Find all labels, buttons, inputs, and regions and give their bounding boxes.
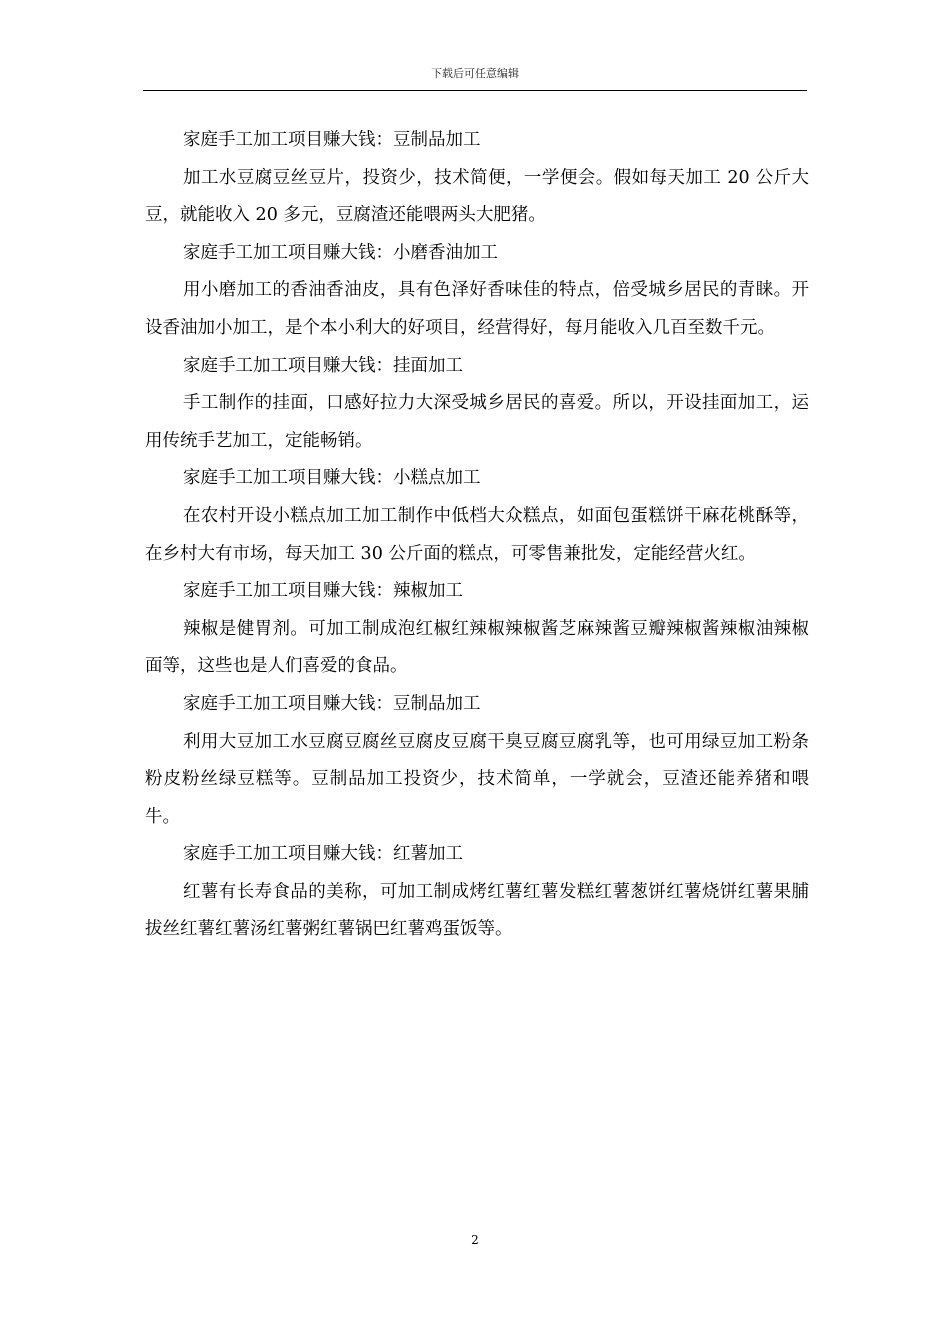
section-heading: 家庭手工加工项目赚大钱：红薯加工: [183, 844, 463, 865]
page-header: 下载后可任意编辑: [431, 67, 519, 80]
section-paragraph: 加工水豆腐豆丝豆片，投资少，技术简便，一学便会。假如每天加工 20 公斤大豆，就能收入 20 多元，豆腐渣还能喂两头大肥猪。: [145, 167, 809, 226]
section-paragraph: 辣椒是健胃剂。可加工制成泡红椒红辣椒辣椒酱芝麻辣酱豆瓣辣椒酱辣椒油辣椒面等，这些也是人们喜爱的食品。: [145, 618, 809, 677]
section-la-jiao: [145, 573, 809, 686]
section-heading: 家庭手工加工项目赚大钱：小磨香油加工: [183, 242, 498, 263]
section-dou-zhi-pin-1: [145, 122, 809, 235]
section-heading: 家庭手工加工项目赚大钱：豆制品加工: [183, 130, 481, 150]
document-body: [145, 122, 809, 949]
section-heading: 家庭手工加工项目赚大钱：辣椒加工: [183, 581, 463, 602]
section-dou-zhi-pin-2: [145, 686, 809, 836]
page-number: 2: [471, 1233, 479, 1247]
header-divider: [143, 90, 807, 91]
section-gua-mian: [145, 348, 809, 461]
section-paragraph: 在农村开设小糕点加工加工制作中低档大众糕点，如面包蛋糕饼干麻花桃酥等，在乡村大有市场，每天加工 30 公斤面的糕点，可零售兼批发，定能经营火红。: [145, 505, 809, 564]
section-paragraph: 手工制作的挂面，口感好拉力大深受城乡居民的喜爱。所以，开设挂面加工，运用传统手艺加工，定能畅销。: [145, 393, 809, 451]
section-paragraph: 利用大豆加工水豆腐豆腐丝豆腐皮豆腐干臭豆腐豆腐乳等，也可用绿豆加工粉条粉皮粉丝绿豆糕等。豆制品加工投资少，技术简单，一学就会，豆渣还能养猪和喂牛。: [145, 731, 809, 827]
section-paragraph: 红薯有长寿食品的美称，可加工制成烤红薯红薯发糕红薯葱饼红薯烧饼红薯果脯拔丝红薯红薯汤红薯粥红薯锅巴红薯鸡蛋饭等。: [145, 881, 809, 940]
section-heading: 家庭手工加工项目赚大钱：小糕点加工: [183, 468, 481, 489]
section-gao-dian: [145, 460, 809, 573]
section-paragraph: 用小磨加工的香油香油皮，具有色泽好香味佳的特点，倍受城乡居民的青睐。开设香油加小加工，是个本小利大的好项目，经营得好，每月能收入几百至数千元。: [145, 280, 809, 338]
section-heading: 家庭手工加工项目赚大钱：豆制品加工: [183, 693, 481, 714]
section-heading: 家庭手工加工项目赚大钱：挂面加工: [183, 355, 463, 376]
section-hong-shu: [145, 836, 809, 949]
section-xiang-you: [145, 235, 809, 348]
